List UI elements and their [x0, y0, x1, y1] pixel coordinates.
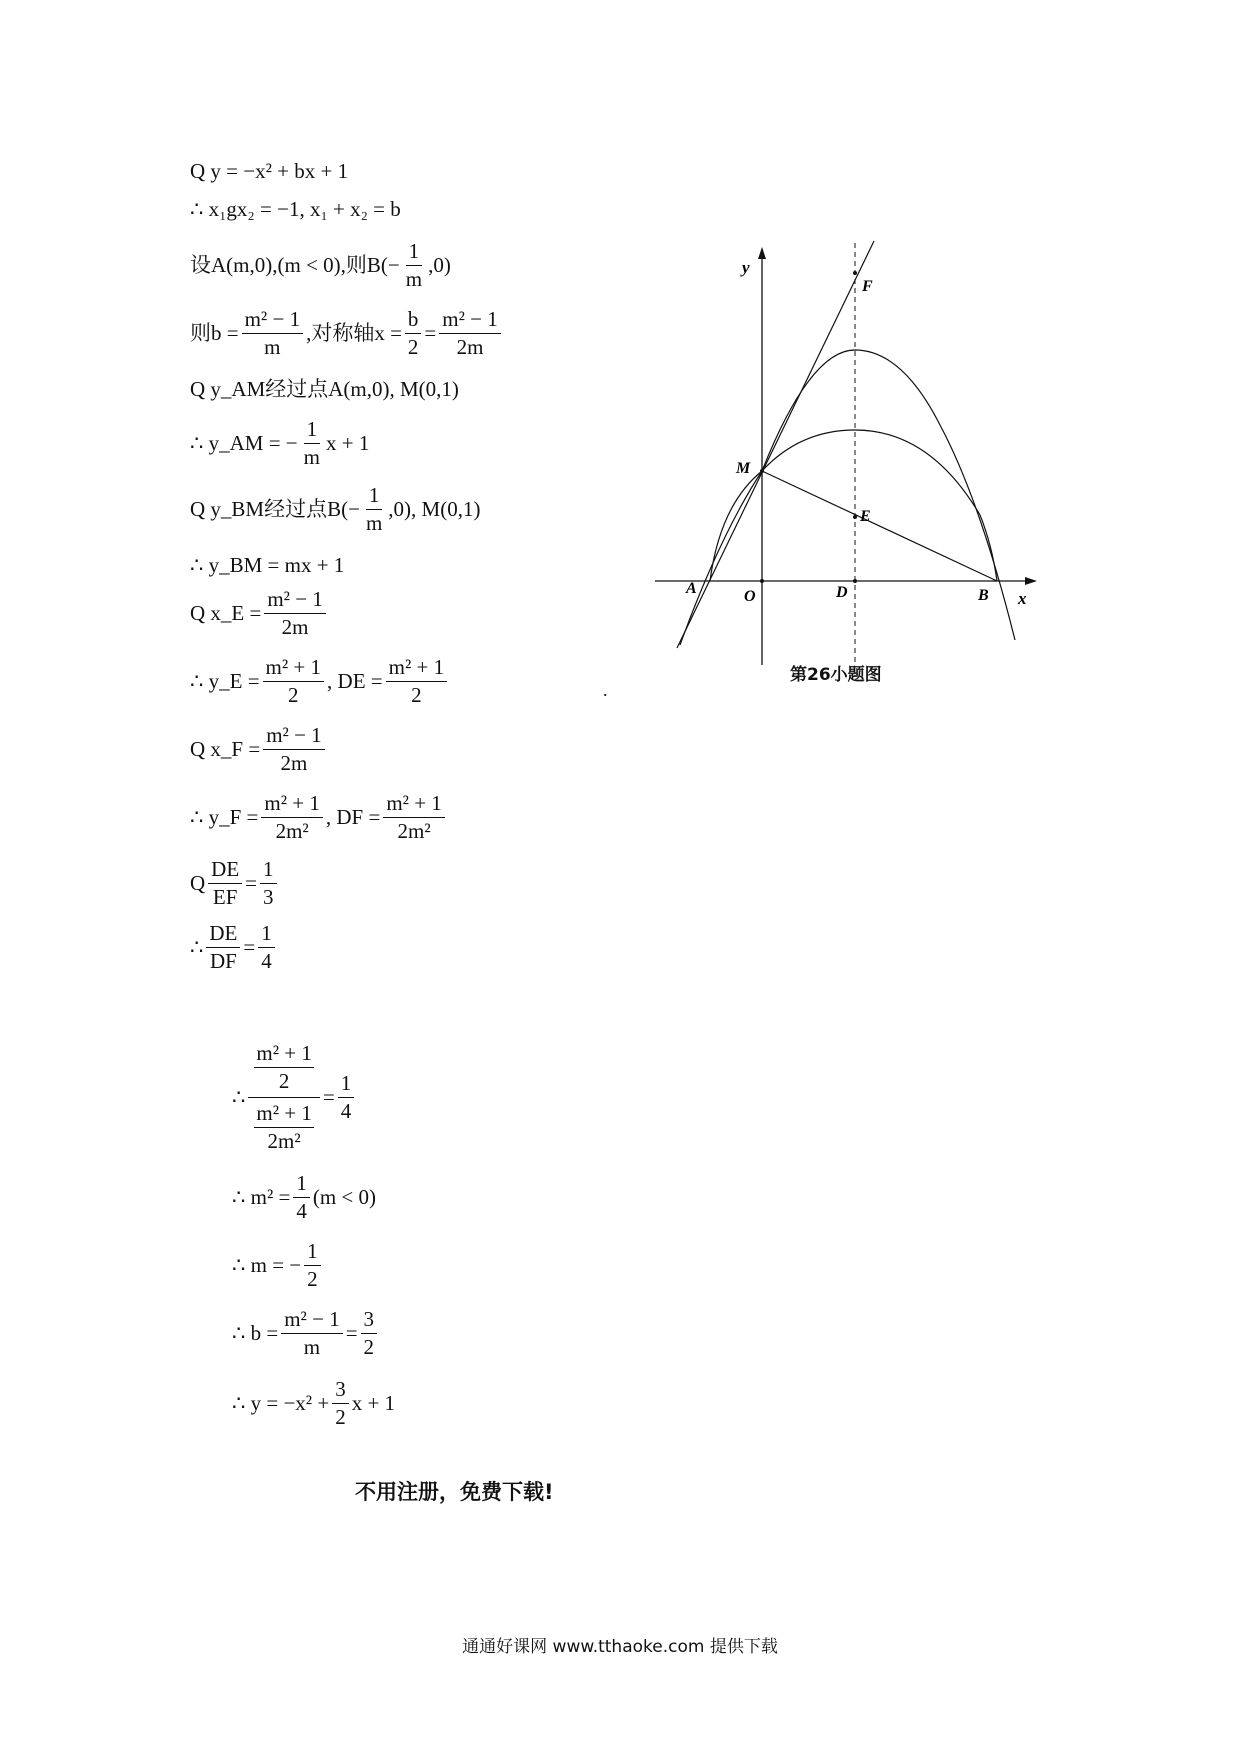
- formula-text: =: [243, 935, 256, 960]
- formula-text: Q x_E =: [190, 601, 262, 626]
- point-F: [853, 271, 857, 275]
- fraction-denominator: m: [303, 1335, 321, 1360]
- fraction-numerator: m² − 1: [242, 308, 303, 334]
- solution-line-8: [190, 554, 344, 577]
- solution-line-6: [190, 418, 369, 469]
- solution-line-3: [190, 240, 451, 291]
- fraction-denominator: 4: [261, 949, 272, 974]
- formula-text: ∴ y = −x² +: [232, 1391, 330, 1416]
- fraction-numerator: m² − 1: [281, 1308, 342, 1334]
- label-E: E: [860, 508, 871, 525]
- fraction-denominator: m: [365, 511, 383, 536]
- label-F: F: [862, 278, 873, 295]
- fraction: [301, 418, 323, 469]
- formula-text: ∴ y_E =: [190, 669, 260, 694]
- fraction: [383, 792, 444, 843]
- formula-text: ∴ y_AM = −: [190, 431, 298, 456]
- formula-text: ∴ y_F =: [190, 805, 259, 830]
- y-axis-arrow-icon: [758, 247, 766, 259]
- formula-text: ,对称轴x =: [306, 321, 402, 346]
- fraction-denominator: 2: [411, 683, 422, 708]
- solution-line-4: [190, 308, 504, 359]
- fraction: [405, 308, 422, 359]
- fraction: [304, 1240, 321, 1291]
- fraction: [403, 240, 425, 291]
- formula-text: Q: [190, 871, 206, 896]
- fraction-numerator: m² + 1: [254, 1100, 313, 1128]
- formula-text: 设A(m,0),(m < 0),则B(−: [190, 253, 400, 278]
- figure-caption: 第26小题图: [790, 665, 882, 685]
- fraction-numerator: 1: [338, 1072, 355, 1098]
- fraction-denominator: m: [303, 445, 320, 470]
- fraction: [439, 308, 500, 359]
- fraction-numerator: m² + 1: [263, 656, 324, 682]
- formula-text: , DE =: [327, 669, 383, 694]
- formula-text: x + 1: [325, 431, 370, 456]
- fraction: [264, 588, 325, 639]
- fraction: [263, 656, 324, 707]
- formula-text: ∴ m² =: [232, 1185, 291, 1210]
- fraction-numerator: DE: [208, 858, 242, 884]
- solution-line-1: [190, 160, 348, 183]
- fraction-denominator: 4: [296, 1199, 307, 1224]
- fraction-numerator: m² + 1: [254, 1040, 313, 1068]
- label-x: x: [1018, 589, 1027, 608]
- formula-text: Q x_F =: [190, 737, 261, 762]
- fraction-denominator: 2m: [456, 335, 484, 360]
- solution-line-12: [190, 792, 448, 843]
- formula-text: ,0): [428, 253, 451, 278]
- fraction-denominator: 2m²: [397, 819, 431, 844]
- fraction-numerator: m² − 1: [264, 588, 325, 614]
- label-B: B: [978, 587, 989, 604]
- fraction: [254, 1100, 313, 1155]
- fraction-denominator: 2: [278, 1069, 290, 1094]
- formula-text: Q y_AM经过点A(m,0), M(0,1): [190, 377, 459, 401]
- fraction: [208, 858, 242, 909]
- label-M: M: [736, 460, 751, 477]
- point-O: [760, 579, 764, 583]
- fraction-numerator: 1: [304, 418, 321, 444]
- fraction-denominator: DF: [209, 949, 237, 974]
- formula-text: =: [424, 321, 437, 346]
- solution-line-11: [190, 724, 328, 775]
- fraction-numerator: 1: [258, 922, 275, 948]
- solution-line-2: [190, 198, 401, 221]
- fraction-denominator: 3: [263, 885, 274, 910]
- promo-text: 不用注册，免费下载!: [355, 1480, 554, 1504]
- geometry-figure: [640, 235, 1080, 705]
- fraction: [363, 484, 385, 535]
- page-footer: 通通好课网 www.tthaoke.com 提供下载: [462, 1637, 778, 1657]
- formula-text: ,0), M(0,1): [388, 497, 481, 522]
- fraction: [242, 308, 303, 359]
- fraction-denominator: EF: [212, 885, 238, 910]
- x-axis-arrow-icon: [1025, 577, 1037, 585]
- formula-text: Q y_BM经过点B(−: [190, 497, 360, 522]
- fraction-numerator: 1: [366, 484, 383, 510]
- fraction: [386, 656, 447, 707]
- fraction-denominator: 2: [335, 1405, 346, 1430]
- label-D: D: [836, 584, 848, 601]
- formula-text: , DF =: [325, 805, 381, 830]
- point-D: [853, 579, 857, 583]
- formula-text: ∴ x₁gx₂ = −1, x₁ + x₂ = b: [190, 197, 401, 221]
- fraction-denominator: 4: [340, 1099, 352, 1124]
- solution-line-9: [190, 588, 329, 639]
- fraction: [281, 1308, 342, 1359]
- nested-fraction: [248, 1040, 319, 1155]
- fraction: [263, 724, 324, 775]
- formula-text: ∴: [232, 1085, 246, 1110]
- formula-text: 则b =: [190, 321, 239, 346]
- fraction-numerator: 1: [406, 240, 423, 266]
- fraction-numerator: 3: [332, 1378, 349, 1404]
- fraction-numerator: 1: [260, 858, 277, 884]
- solution-line-10: [190, 656, 450, 707]
- dot-mark: .: [603, 680, 608, 700]
- fraction: [293, 1172, 310, 1223]
- fraction: [261, 792, 322, 843]
- fraction-denominator: 2m: [281, 615, 309, 640]
- solution-line-5: [190, 378, 459, 401]
- fraction-numerator: m² − 1: [439, 308, 500, 334]
- fraction: [332, 1378, 349, 1429]
- fraction: [254, 1040, 313, 1095]
- fraction-denominator: m: [405, 267, 423, 292]
- solution-line-15: [232, 1040, 357, 1155]
- fraction: [260, 858, 277, 909]
- fraction: [258, 922, 275, 973]
- formula-text: ∴ b =: [232, 1321, 279, 1346]
- fraction-denominator: 2m²: [267, 1129, 301, 1154]
- fraction-numerator: DE: [206, 922, 240, 948]
- formula-text: =: [245, 871, 258, 896]
- fraction-denominator: 2: [363, 1335, 375, 1360]
- formula-text: =: [322, 1085, 335, 1110]
- fraction-denominator: 2m: [280, 751, 308, 776]
- solution-line-14: [190, 922, 278, 973]
- solution-line-16: [232, 1172, 376, 1223]
- fraction-denominator: 2: [307, 1267, 318, 1292]
- fraction-numerator: m² + 1: [383, 792, 444, 818]
- fraction: [206, 922, 240, 973]
- solution-line-17: [232, 1240, 324, 1291]
- fraction-denominator: 2: [288, 683, 299, 708]
- solution-line-18: [232, 1308, 380, 1359]
- fraction: [361, 1308, 378, 1359]
- fraction-denominator: [248, 1098, 319, 1155]
- solution-line-13: [190, 858, 280, 909]
- label-A: A: [686, 580, 697, 597]
- fraction-numerator: 1: [293, 1172, 310, 1198]
- formula-text: ∴ y_BM = mx + 1: [190, 553, 345, 577]
- solution-line-19: [232, 1378, 395, 1429]
- solution-line-7: [190, 484, 480, 535]
- fraction-numerator: 3: [361, 1308, 378, 1334]
- label-O: O: [744, 588, 756, 605]
- fraction-numerator: 1: [304, 1240, 321, 1266]
- formula-text: (m < 0): [312, 1185, 377, 1210]
- fraction-numerator: [248, 1040, 319, 1098]
- label-y: y: [742, 258, 750, 277]
- fraction-denominator: 2m²: [275, 819, 309, 844]
- fraction-numerator: m² + 1: [386, 656, 447, 682]
- fraction-numerator: m² − 1: [263, 724, 324, 750]
- fraction-numerator: m² + 1: [261, 792, 322, 818]
- point-M: [760, 469, 764, 473]
- point-E: [853, 515, 857, 519]
- fraction-denominator: m: [264, 335, 281, 360]
- fraction: [338, 1072, 355, 1123]
- formula-text: =: [345, 1321, 358, 1346]
- formula-text: ∴ m = −: [232, 1253, 302, 1278]
- formula-text: Q y = −x² + bx + 1: [190, 159, 349, 183]
- formula-text: x + 1: [351, 1391, 396, 1416]
- formula-text: ∴: [190, 935, 204, 960]
- fraction-numerator: b: [405, 308, 422, 334]
- fraction-denominator: 2: [407, 335, 419, 360]
